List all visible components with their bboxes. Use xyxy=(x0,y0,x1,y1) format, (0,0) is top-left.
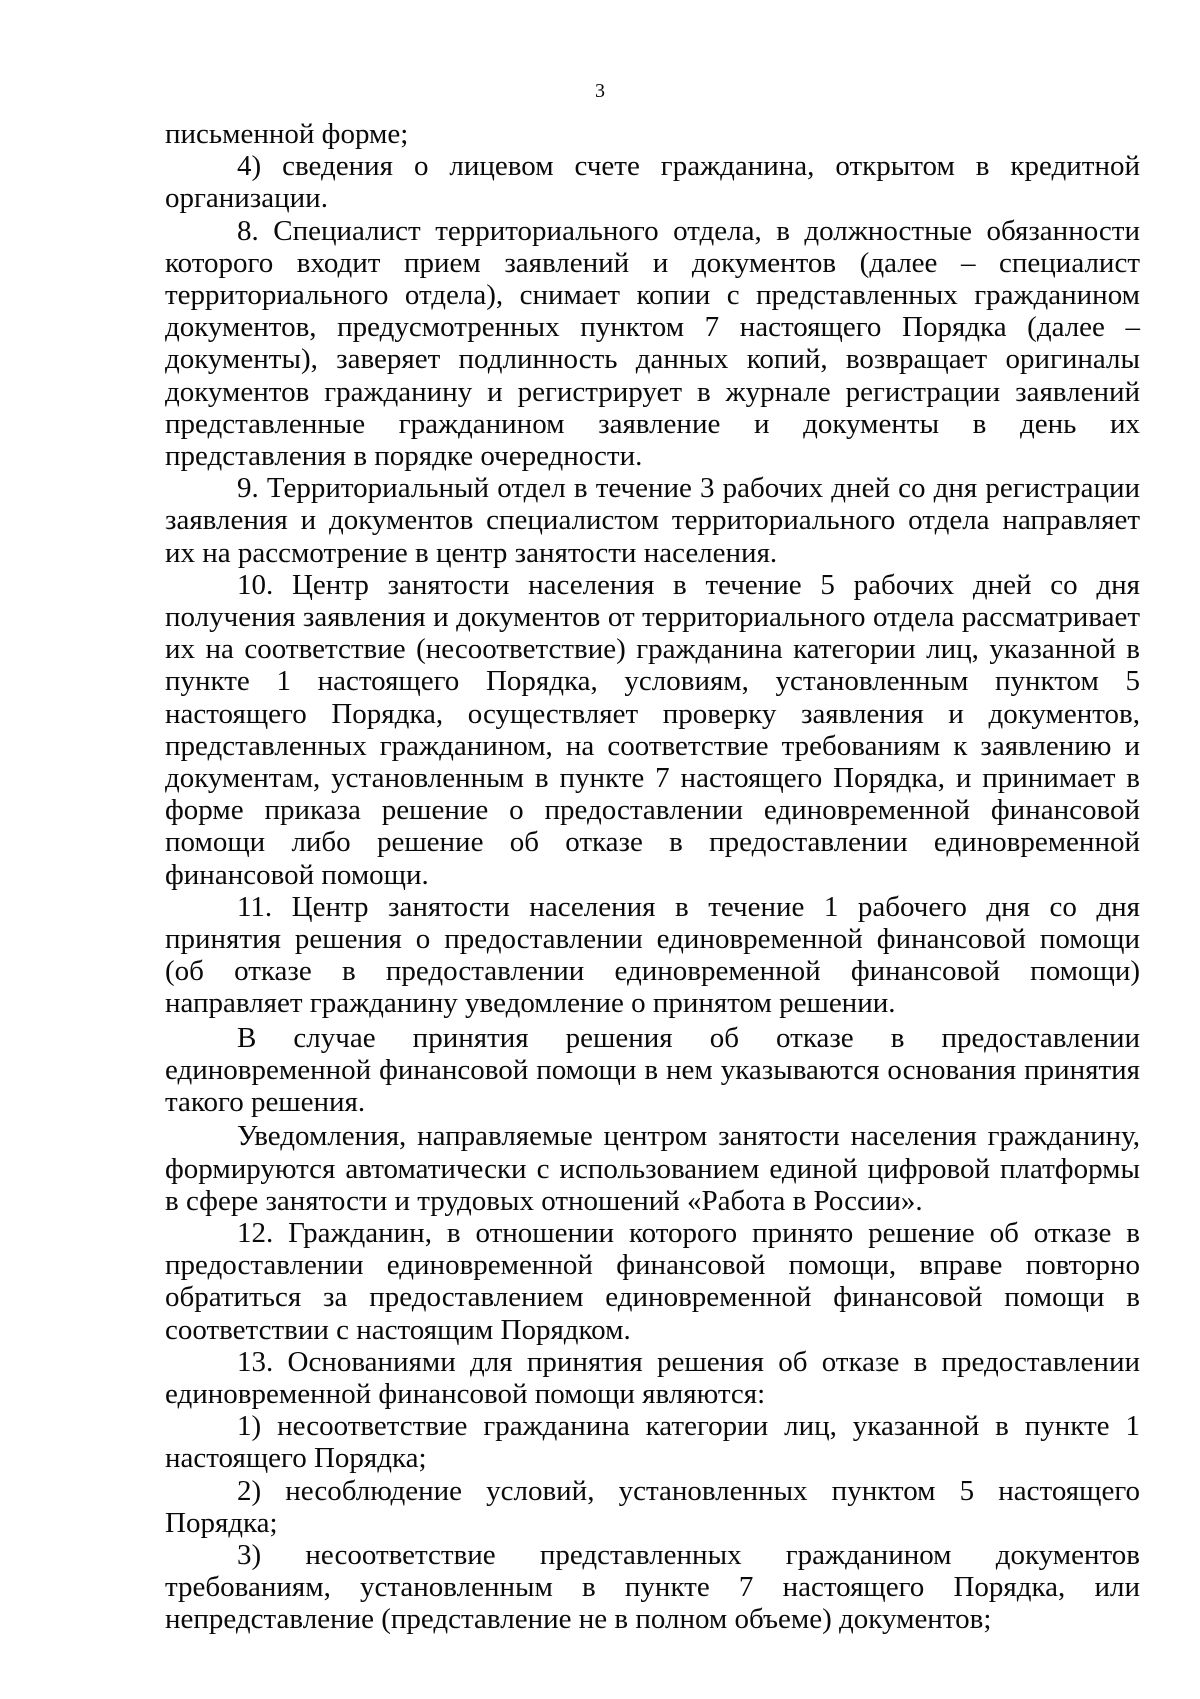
paragraph-ground-2: 2) несоблюдение условий, установленных пунктом 5 настоящего Порядка; xyxy=(165,1474,1140,1539)
paragraph-clause-11: 11. Центр занятости населения в течение 1 рабочего дня со дня принятия решения о предоставлении единовременной финансовой помощи (об отказе в предоставлении единовременной финансовой помощи) направляет гражданину уведомление о принятом решении. xyxy=(165,890,1140,1020)
paragraph-ground-3: 3) несоответствие представленных гражданином документов требованиям, установленным в пункте 7 настоящего Порядка, или непредставление (представление не в полном объеме) документов; xyxy=(165,1538,1140,1636)
paragraph-clause-13: 13. Основаниями для принятия решения об отказе в предоставлении единовременной финансовой помощи являются: xyxy=(165,1345,1140,1410)
paragraph-refusal-grounds-note: В случае принятия решения об отказе в предоставлении единовременной финансовой помощи в нем указываются основания принятия такого решения. xyxy=(165,1021,1140,1119)
paragraph-clause-10: 10. Центр занятости населения в течение 5 рабочих дней со дня получения заявления и документов от территориального отдела рассматривает их на соответствие (несоответствие) гражданина категории лиц, указанной в пункте 1 настоящего Порядка, условиям, установленным пунктом 5 настоящего Порядка, осуществляет проверку заявления и документов, представленных гражданином, на соответствие требованиям к заявлению и документам, установленным в пункте 7 настоящего Порядка, и принимает в форме приказа решение о предоставлении единовременной финансовой помощи либо решение об отказе в предоставлении единовременной финансовой помощи. xyxy=(165,568,1140,891)
paragraph-item-4: 4) сведения о лицевом счете гражданина, открытом в кредитной организации. xyxy=(165,150,1140,215)
paragraph-ground-1: 1) несоответствие гражданина категории лиц, указанной в пункте 1 настоящего Порядка; xyxy=(165,1410,1140,1475)
document-body xyxy=(165,118,1140,1636)
paragraph-notifications: Уведомления, направляемые центром занятости населения гражданину, формируются автоматически с использованием единой цифровой платформы в сфере занятости и трудовых отношений «Работа в России». xyxy=(165,1120,1140,1217)
paragraph-continuation: письменной форме; xyxy=(165,118,409,150)
paragraph-clause-8: 8. Специалист территориального отдела, в должностные обязанности которого входит прием заявлений и документов (далее – специалист территориального отдела), снимает копии с представленных гражданином документов, предусмотренных пунктом 7 настоящего Порядка (далее – документы), заверяет подлинность данных копий, возвращает оригиналы документов гражданину и регистрирует в журнале регистрации заявлений представленные гражданином заявление и документы в день их представления в порядке очередности. xyxy=(165,214,1140,473)
page-number: 3 xyxy=(595,80,605,102)
paragraph-clause-9: 9. Территориальный отдел в течение 3 рабочих дней со дня регистрации заявления и документов специалистом территориального отдела направляет их на рассмотрение в центр занятости населения. xyxy=(165,472,1140,569)
paragraph-clause-12: 12. Гражданин, в отношении которого принято решение об отказе в предоставлении единовременной финансовой помощи, вправе повторно обратиться за предоставлением единовременной финансовой помощи в соответствии с настоящим Порядком. xyxy=(165,1216,1140,1346)
